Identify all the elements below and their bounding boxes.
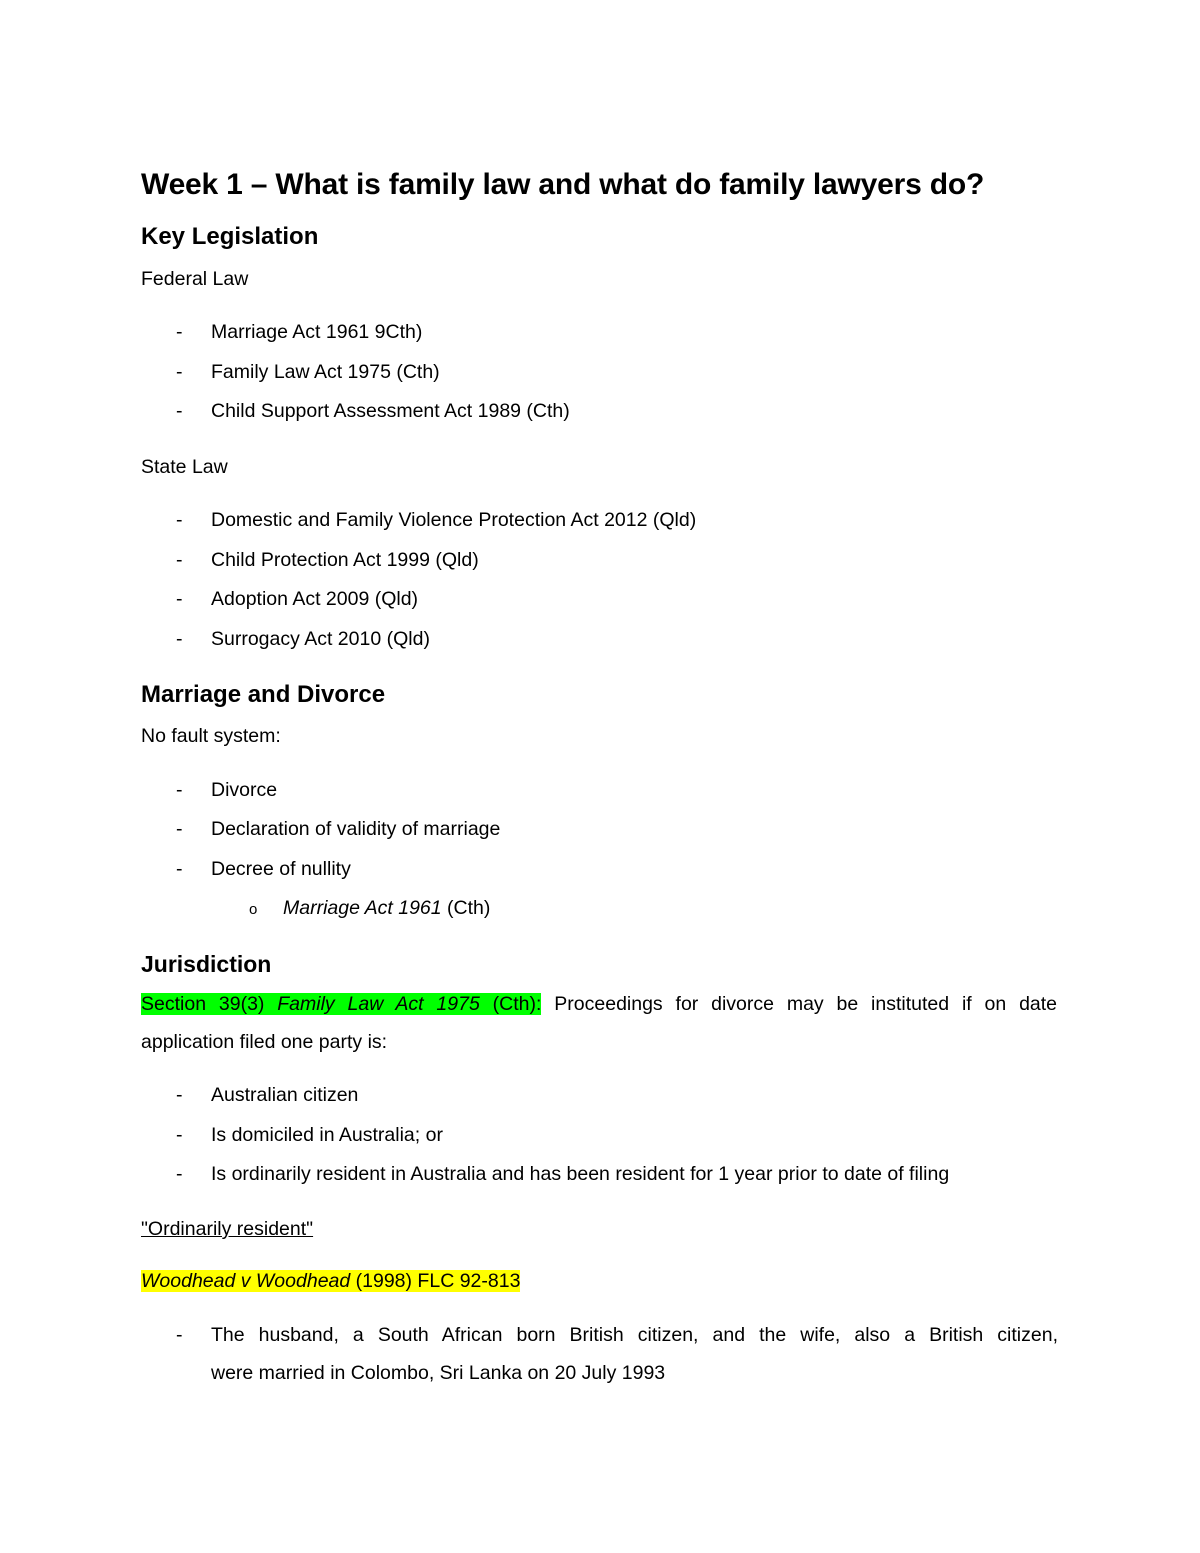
section-line-2: application filed one party is:: [141, 1031, 388, 1053]
case-citation-highlight: [141, 1270, 520, 1292]
bullet-dash: -: [176, 321, 183, 343]
list-item: Adoption Act 2009 (Qld): [211, 588, 419, 610]
ordinarily-resident-label: "Ordinarily resident": [141, 1218, 314, 1240]
state-law-label: State Law: [141, 456, 228, 478]
list-item: Divorce: [211, 779, 278, 801]
bullet-dash: -: [176, 1124, 183, 1146]
bullet-dash: -: [176, 1324, 183, 1346]
bullet-dash: -: [176, 818, 183, 840]
sub-item-rest: (Cth): [441, 897, 491, 919]
section-reference: [141, 993, 541, 1015]
bullet-dash: -: [176, 588, 183, 610]
bullet-dash: -: [176, 858, 183, 880]
list-item: Surrogacy Act 2010 (Qld): [211, 628, 430, 650]
case-point-line-1: The husband, a South African born British citizen, and the wife, also a British citizen,: [211, 1324, 1058, 1346]
no-fault-intro: No fault system:: [141, 725, 281, 747]
bullet-dash: -: [176, 361, 183, 383]
sub-bullet-marker: o: [249, 901, 258, 918]
page-title: Week 1 – What is family law and what do family lawyers do?: [141, 168, 985, 201]
bullet-dash: -: [176, 509, 183, 531]
sub-item-italic: Marriage Act 1961: [283, 897, 442, 919]
list-item: Domestic and Family Violence Protection Act 2012 (Qld): [211, 509, 697, 531]
bullet-dash: -: [176, 779, 183, 801]
marriage-divorce-heading: Marriage and Divorce: [141, 681, 386, 708]
sub-list-item: [283, 897, 490, 920]
list-item: Is ordinarily resident in Australia and has been resident for 1 year prior to date of filing: [211, 1163, 950, 1185]
case-name: Woodhead v Woodhead: [141, 1270, 351, 1292]
list-item: Decree of nullity: [211, 858, 351, 880]
jurisdiction-heading: Jurisdiction: [141, 951, 272, 977]
list-item: Declaration of validity of marriage: [211, 818, 501, 840]
list-item: Is domiciled in Australia; or: [211, 1124, 443, 1146]
list-item: Family Law Act 1975 (Cth): [211, 361, 440, 383]
list-item: Marriage Act 1961 9Cth): [211, 321, 423, 343]
section-ref-b: (Cth):: [479, 993, 542, 1015]
section-ref-italic: Family Law Act 1975: [277, 993, 480, 1015]
bullet-dash: -: [176, 549, 183, 571]
federal-law-label: Federal Law: [141, 268, 249, 290]
list-item: Child Support Assessment Act 1989 (Cth): [211, 400, 570, 422]
list-item: Australian citizen: [211, 1084, 359, 1106]
case-point-line-2: were married in Colombo, Sri Lanka on 20 July 1993: [211, 1362, 666, 1384]
section-line-rest: Proceedings for divorce may be instituted if on date: [541, 993, 1058, 1015]
section-ref-a: Section 39(3): [141, 993, 278, 1015]
case-citation: [141, 1270, 520, 1293]
bullet-dash: -: [176, 628, 183, 650]
section-39-line: [141, 993, 1057, 1016]
key-legislation-heading: Key Legislation: [141, 223, 319, 250]
list-item: Child Protection Act 1999 (Qld): [211, 549, 479, 571]
bullet-dash: -: [176, 400, 183, 422]
case-report: (1998) FLC 92-813: [350, 1270, 521, 1292]
bullet-dash: -: [176, 1163, 183, 1185]
bullet-dash: -: [176, 1084, 183, 1106]
